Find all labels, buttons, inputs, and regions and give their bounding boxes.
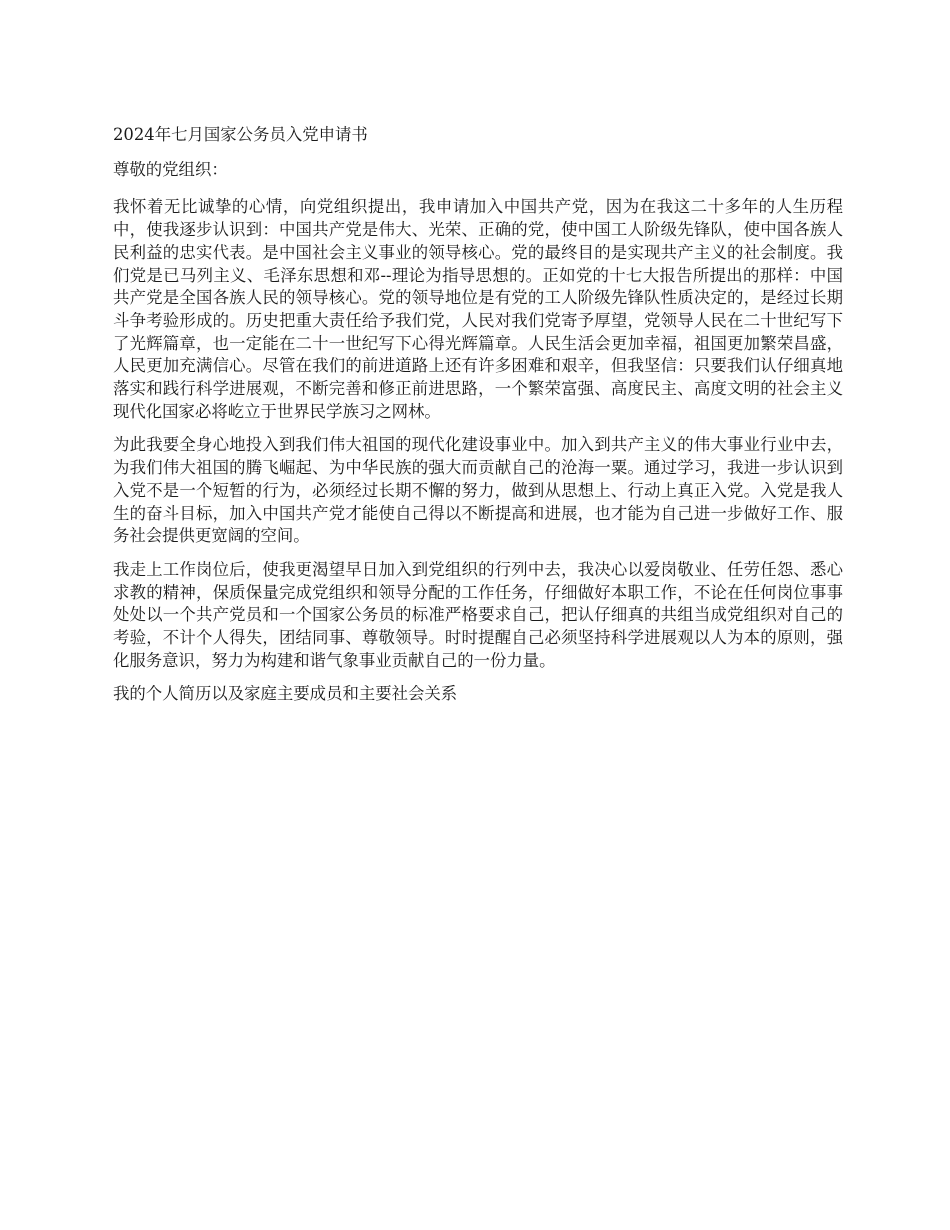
body-paragraph-2: 为此我要全身心地投入到我们伟大祖国的现代化建设事业中。加入到共产主义的伟大事业行业中去，为我们伟大祖国的腾飞崛起、为中华民族的强大而贡献自己的沧海一粟。通过学习，我进一步认识到入党不是一个短暂的行为，必须经过长期不懈的努力，做到从思想上、行动上真正入党。入党是我人生的奋斗目标，加入中国共产党才能使自己得以不断提高和进展，也才能为自己进一步做好工作、服务社会提供更宽阔的空间。 bbox=[113, 435, 843, 546]
body-paragraph-1: 我怀着无比诚挚的心情，向党组织提出，我申请加入中国共产党，因为在我这二十多年的人生历程中，使我逐步认识到：中国共产党是伟大、光荣、正确的党，使中国工人阶级先锋队，使中国各族人民利益的忠实代表。是中国社会主义事业的领导核心。党的最终目的是实现共产主义的社会制度。我们党是已马列主义、毛泽东思想和邓--理论为指导思想的。正如党的十七大报告所提出的那样：中国共产党是全国各族人民的领导核心。党的领导地位是有党的工人阶级先锋队性质决定的，是经过长期斗争考验形成的。历史把重大责任给予我们党，人民对我们党寄予厚望，党领导人民在二十世纪写下了光辉篇章，也一定能在二十一世纪写下心得光辉篇章。人民生活会更加幸福，祖国更加繁荣昌盛，人民更加充满信心。尽管在我们的前进道路上还有许多困难和艰辛，但我坚信：只要我们认仔细真地落实和践行科学进展观，不断完善和修正前进思路，一个繁荣富强、高度民主、高度文明的社会主义现代化国家必将屹立于世界民学族习之网林。 bbox=[113, 197, 843, 421]
document-title: 2024年七月国家公务员入党申请书 bbox=[113, 125, 368, 144]
document-page bbox=[113, 124, 843, 706]
body-paragraph-3: 我走上工作岗位后，使我更渴望早日加入到党组织的行列中去，我决心以爱岗敬业、任劳任怨、悉心求教的精神，保质保量完成党组织和领导分配的工作任务，仔细做好本职工作，不论在任何岗位事事处处以一个共产党员和一个国家公务员的标准严格要求自己，把认仔细真的共组当成党组织对自己的考验，不计个人得失，团结同事、尊敬领导。时时提醒自己必须坚持科学进展观以人为本的原则，强化服务意识，努力为构建和谐气象事业贡献自己的一份力量。 bbox=[113, 559, 843, 670]
salutation: 尊敬的党组织： bbox=[113, 159, 228, 179]
closing-line: 我的个人简历以及家庭主要成员和主要社会关系 bbox=[113, 684, 458, 704]
